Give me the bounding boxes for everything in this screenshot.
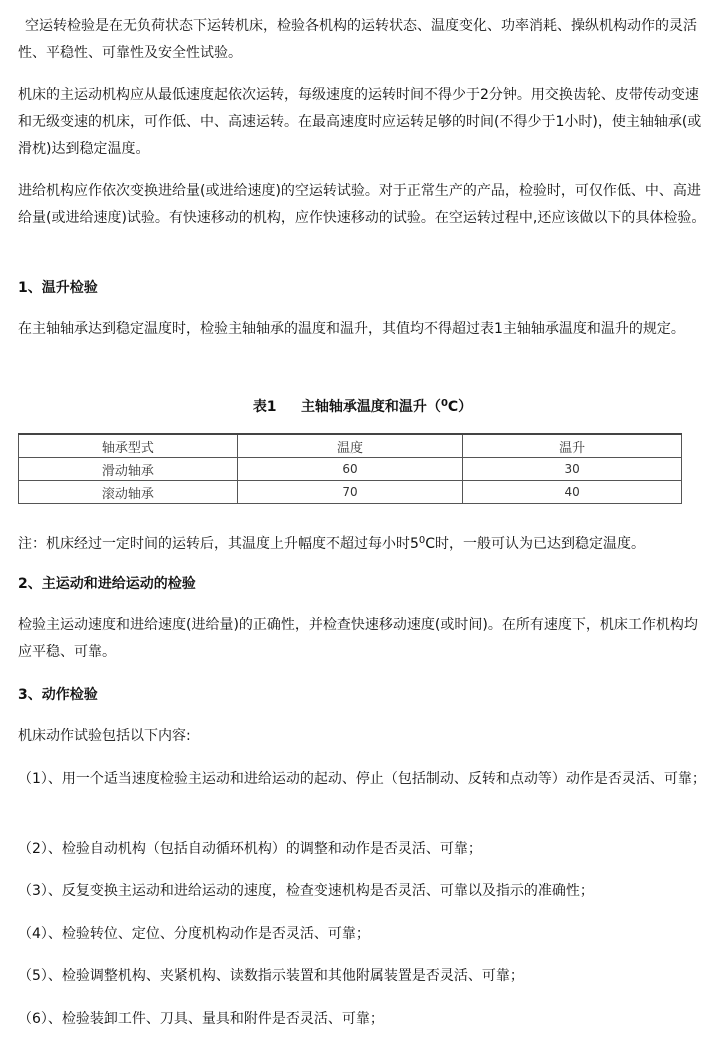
section-3-heading: 3、动作检验 xyxy=(18,687,98,703)
table-cell: 60 xyxy=(237,458,462,481)
note-degree: 0 xyxy=(418,535,426,546)
list-item: （2）、检验自动机构（包括自动循环机构）的调整和动作是否灵活、可靠； xyxy=(18,841,482,857)
list-item: （5）、检验调整机构、夹紧机构、读数指示装置和其他附属装置是否灵活、可靠； xyxy=(18,968,524,984)
section-2-text: 检验主运动速度和进给速度(进给量)的正确性，并检查快速移动速度(或时间)。在所有速度下，机床工作机构均应平稳、可靠。 xyxy=(18,617,698,660)
table-caption-degree: 0 xyxy=(440,398,448,409)
list-item: （1）、用一个适当速度检验主运动和进给运动的起动、停止（包括制动、反转和点动等）动作是否灵活、可靠； xyxy=(18,771,706,787)
table-cell: 30 xyxy=(463,458,682,481)
table-cell: 滑动轴承 xyxy=(19,458,238,481)
section-3-text: 机床动作试验包括以下内容: xyxy=(18,728,191,744)
intro-paragraph: 空运转检验是在无负荷状态下运转机床，检验各机构的运转状态、温度变化、功率消耗、操纵机构动作的灵活性、平稳性、可靠性及安全性试验。 xyxy=(18,18,697,61)
table-header-row xyxy=(19,434,682,458)
section-2-heading: 2、主运动和进给运动的检验 xyxy=(18,576,196,592)
table-header-cell: 温升 xyxy=(463,434,682,458)
section-1-heading: 1、温升检验 xyxy=(18,280,98,296)
note-text-after: C时，一般可认为已达到稳定温度。 xyxy=(425,536,646,552)
note-text-before: 注：机床经过一定时间的运转后，其温度上升幅度不超过每小时5 xyxy=(18,536,419,552)
table-row xyxy=(19,481,682,504)
table-caption-unit: C） xyxy=(447,399,473,415)
table-cell: 70 xyxy=(237,481,462,504)
list-item: （6）、检验装卸工件、刀具、量具和附件是否灵活、可靠； xyxy=(18,1011,384,1027)
main-motion-paragraph: 机床的主运动机构应从最低速度起依次运转，每级速度的运转时间不得少于2分钟。用交换齿轮、皮带传动变速和无级变速的机床，可作低、中、高速运转。在最高速度时应运转足够的时间(不得少于1小时)，使主轴轴承(或滑枕)达到稳定温度。 xyxy=(18,87,702,157)
table-caption-label: 表1 xyxy=(252,399,277,415)
table-cell: 40 xyxy=(463,481,682,504)
feed-paragraph: 进给机构应作依次变换进给量(或进给速度)的空运转试验。对于正常生产的产品，检验时，可仅作低、中、高进给量(或进给速度)试验。有快速移动的机构，应作快速移动的试验。在空运转过程中,还应该做以下的具体检验。 xyxy=(18,183,706,226)
table-row xyxy=(19,458,682,481)
table-caption xyxy=(0,394,725,417)
table-header-cell: 温度 xyxy=(237,434,462,458)
section-1-text: 在主轴轴承达到稳定温度时，检验主轴轴承的温度和温升，其值均不得超过表1主轴轴承温度和温升的规定。 xyxy=(18,321,685,337)
list-item: （3）、反复变换主运动和进给运动的速度，检查变速机构是否灵活、可靠以及指示的准确性； xyxy=(18,883,594,899)
bearing-temperature-table xyxy=(18,433,682,504)
table-note xyxy=(18,527,708,558)
table-header-cell: 轴承型式 xyxy=(19,434,238,458)
list-item: （4）、检验转位、定位、分度机构动作是否灵活、可靠； xyxy=(18,926,370,942)
table-caption-title: 主轴轴承温度和温升（ xyxy=(300,399,441,415)
table-cell: 滚动轴承 xyxy=(19,481,238,504)
